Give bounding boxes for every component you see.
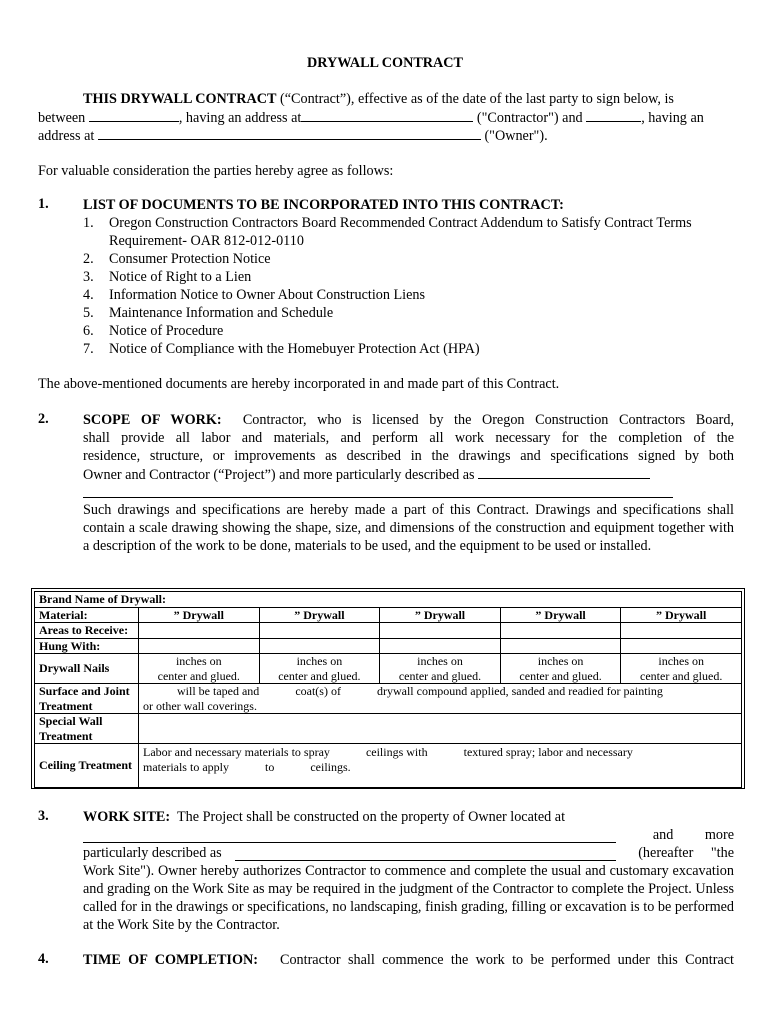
ceiling-text-f: ceilings.: [310, 759, 351, 774]
nails-line-1: inches on: [658, 654, 705, 668]
work-site-line-1: [83, 808, 734, 826]
list-item: [83, 250, 734, 268]
work-site-line-3: [83, 844, 734, 862]
material-label: Material:: [35, 607, 139, 623]
scope-paragraph-1: [83, 411, 734, 503]
time-line-1: [83, 951, 734, 969]
ceiling-text-e: to: [264, 759, 275, 774]
ceiling-text-d: materials to apply: [143, 759, 229, 774]
intro-contractor: ("Contractor") and: [473, 110, 583, 126]
list-item-text: Maintenance Information and Schedule: [109, 305, 334, 321]
intro-having-an: , having an: [641, 110, 704, 126]
scope-line-4: [83, 465, 734, 484]
nails-line-1: inches on: [537, 654, 584, 668]
special-wall-cell[interactable]: [139, 714, 742, 744]
nails-line-2: center and glued.: [640, 668, 723, 683]
intro-owner: ("Owner").: [480, 128, 548, 144]
hung-cell[interactable]: [500, 638, 621, 654]
table-row: [35, 623, 742, 639]
work-site-rest: Work Site"). Owner hereby authorizes Contractor to commence and complete the usual and customary excavation and grading on the Work Site as may be required in the judgment of the Contractor to complete the Project. Unless called for in the drawings or specifications, no landscaping, finish grading, filling or excavation is to be performed at the Work Site by the Contractor.: [83, 863, 734, 933]
material-cell[interactable]: ” Drywall: [259, 607, 380, 623]
nails-line-2: center and glued.: [519, 668, 602, 683]
incorporated-text: The above-mentioned documents are hereby incorporated in and made part of this Contract.: [38, 376, 560, 392]
list-item-text: Notice of Compliance with the Homebuyer Protection Act (HPA): [109, 341, 480, 357]
list-item-number: 1.: [83, 215, 94, 231]
work-site-hereafter: (hereafter "the: [638, 845, 734, 861]
table-row: [35, 654, 742, 684]
list-item-number: 6.: [83, 323, 94, 339]
nails-line-1: inches on: [175, 654, 222, 668]
ceiling-label: Ceiling Treatment: [35, 744, 139, 788]
ceiling-text-c: textured spray; labor and necessary: [463, 745, 633, 759]
list-item: [83, 322, 734, 340]
areas-cell[interactable]: [259, 623, 380, 639]
intro-lead: THIS DRYWALL CONTRACT: [83, 91, 277, 107]
consideration-text: For valuable consideration the parties hereby agree as follows:: [38, 163, 394, 179]
brand-name-label: Brand Name of Drywall:: [35, 592, 742, 608]
list-item: [83, 340, 734, 358]
nails-cell[interactable]: [621, 654, 742, 684]
surface-text-d: or other wall coverings.: [143, 698, 257, 713]
section-2-number: 2.: [38, 411, 49, 427]
project-description-blank[interactable]: [478, 465, 650, 479]
scope-line-2: shall provide all labor and materials, and perform all work necessary for the completion of the: [83, 430, 734, 446]
list-item: [83, 286, 734, 304]
surface-joint-label: Surface and Joint Treatment: [35, 684, 139, 714]
areas-cell[interactable]: [139, 623, 260, 639]
section-4-number: 4.: [38, 951, 49, 967]
table-row: [35, 592, 742, 608]
list-item-number: 7.: [83, 341, 94, 357]
scope-line-1: [83, 411, 734, 429]
documents-list: [83, 214, 734, 358]
section-3-number: 3.: [38, 808, 49, 824]
work-site-described-as: particularly described as: [83, 845, 222, 861]
areas-cell[interactable]: [621, 623, 742, 639]
table-row: [35, 684, 742, 714]
hung-with-label: Hung With:: [35, 638, 139, 654]
ceiling-text-b: ceilings with: [365, 745, 428, 759]
work-site-line-1-text: The Project shall be constructed on the property of Owner located at: [176, 809, 566, 825]
hung-cell[interactable]: [259, 638, 380, 654]
list-item: [83, 268, 734, 286]
list-item-text: Notice of Right to a Lien: [109, 269, 252, 285]
list-item-text: Notice of Procedure: [109, 323, 224, 339]
work-site-description-blank[interactable]: [235, 847, 616, 861]
scope-line-3: residence, structure, or improvements as described in the drawings and specifications signed by both: [83, 448, 734, 464]
nails-line-2: center and glued.: [278, 668, 361, 683]
time-line-1-text: Contractor shall commence the work to be performed under this Contract: [279, 952, 734, 968]
work-site-paragraph: [83, 808, 734, 934]
intro-between: between: [38, 110, 86, 126]
hung-cell[interactable]: [621, 638, 742, 654]
intro-address-label: address at: [38, 128, 95, 144]
table-row: [35, 638, 742, 654]
section-2-heading: SCOPE OF WORK:: [83, 412, 222, 428]
surface-text-c: drywall compound applied, sanded and readied for painting: [376, 684, 663, 698]
material-cell[interactable]: ” Drywall: [139, 607, 260, 623]
list-item: [83, 214, 734, 250]
material-cell[interactable]: ” Drywall: [621, 607, 742, 623]
list-item-text: Information Notice to Owner About Construction Liens: [109, 287, 426, 303]
hung-cell[interactable]: [380, 638, 501, 654]
nails-line-2: center and glued.: [157, 668, 240, 683]
time-of-completion-paragraph: [83, 951, 734, 969]
intro-line-1-text: (“Contract”), effective as of the date of the last party to sign below, is: [276, 91, 674, 107]
work-site-and-more: and more: [652, 827, 734, 843]
list-item-number: 3.: [83, 269, 94, 285]
section-1-heading: LIST OF DOCUMENTS TO BE INCORPORATED INTO THIS CONTRACT:: [83, 197, 564, 213]
scope-line-4-text: Owner and Contractor (“Project”) and more particularly described as: [83, 467, 475, 483]
drywall-spec-table: [31, 588, 745, 789]
nails-line-2: center and glued.: [398, 668, 482, 683]
ceiling-cell[interactable]: [139, 744, 742, 788]
scope-paragraph-2: Such drawings and specifications are hereby made a part of this Contract. Drawings and specifications shall contain a scale drawing showing the shape, size, and dimensions of the construction and equipment together with a description of the work to be done, materials to be used, and the equipment to be used or installed.: [83, 502, 734, 554]
table-row: [35, 714, 742, 744]
nails-cell[interactable]: [139, 654, 260, 684]
work-site-line-2: [83, 826, 734, 844]
document-title: DRYWALL CONTRACT: [307, 55, 463, 71]
nails-cell[interactable]: [500, 654, 621, 684]
drywall-table: [34, 591, 742, 788]
areas-label: Areas to Receive:: [35, 623, 139, 639]
surface-joint-cell[interactable]: [139, 684, 742, 714]
drywall-nails-label: Drywall Nails: [35, 654, 139, 684]
nails-line-1: inches on: [417, 654, 463, 668]
project-description-blank-2[interactable]: [83, 484, 673, 498]
section-3-heading: WORK SITE:: [83, 809, 171, 825]
scope-line-1-text: Contractor, who is licensed by the Oregon Construction Contractors Board,: [242, 412, 735, 428]
list-item-number: 5.: [83, 305, 94, 321]
intro-address-at: , having an address at: [178, 110, 302, 126]
list-item: [83, 304, 734, 322]
intro-line-3: [38, 126, 548, 145]
nails-cell[interactable]: [380, 654, 501, 684]
intro-line-1: [83, 90, 674, 108]
table-row: [35, 607, 742, 623]
surface-text-b: coat(s) of: [295, 684, 341, 698]
contractor-name-blank[interactable]: [89, 108, 179, 122]
owner-name-blank[interactable]: [586, 108, 641, 122]
special-wall-label: Special Wall Treatment: [35, 714, 139, 744]
ceiling-text-a: Labor and necessary materials to spray: [143, 745, 330, 759]
intro-line-2: [38, 108, 704, 127]
nails-cell[interactable]: [259, 654, 380, 684]
list-item-text: Oregon Construction Contractors Board Recommended Contract Addendum to Satisfy Contract Terms Requirement- OAR 812-012-0110: [109, 215, 692, 249]
list-item-number: 4.: [83, 287, 94, 303]
contractor-address-blank[interactable]: [301, 108, 473, 122]
areas-cell[interactable]: [500, 623, 621, 639]
material-cell[interactable]: ” Drywall: [500, 607, 621, 623]
table-row: [35, 744, 742, 788]
work-site-location-blank[interactable]: [83, 829, 616, 843]
surface-text-a: will be taped and: [177, 684, 260, 698]
owner-address-blank[interactable]: [98, 126, 481, 140]
material-cell[interactable]: ” Drywall: [380, 607, 501, 623]
areas-cell[interactable]: [380, 623, 501, 639]
section-1-number: 1.: [38, 196, 49, 212]
section-4-heading: TIME OF COMPLETION:: [83, 952, 258, 968]
hung-cell[interactable]: [139, 638, 260, 654]
list-item-number: 2.: [83, 251, 94, 267]
list-item-text: Consumer Protection Notice: [109, 251, 271, 267]
nails-line-1: inches on: [296, 654, 343, 668]
